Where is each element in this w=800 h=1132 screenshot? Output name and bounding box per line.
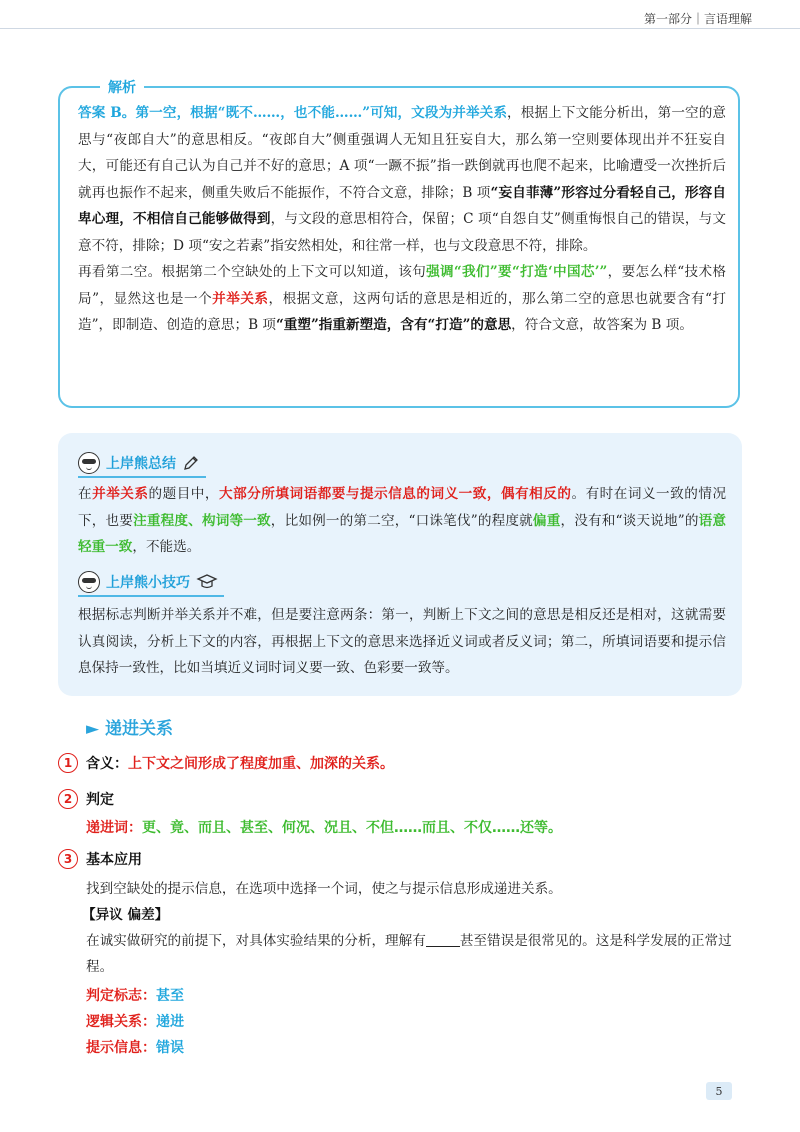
text-segment: 注重程度、构词等一致	[133, 512, 271, 529]
application-text: 找到空缺处的提示信息，在选项中选择一个词，使之与提示信息形成递进关系。	[86, 881, 562, 897]
text-segment: ，与文段的意思相符合，保留；C 项“自怨自艾”侧重悔恨自己的错误，与文意不符，排除；D 项“安之若素”指安然相处，和往常一样，也与文段意思不符，排除。	[78, 211, 727, 254]
bear-mascot-icon	[78, 452, 100, 474]
header-divider	[0, 28, 800, 29]
summary-title: 上岸熊总结	[106, 456, 176, 472]
item-progressive-words	[86, 817, 562, 837]
text-segment: 再看第二空。根据第二个空缺处的上下文可以知道，该句	[78, 264, 427, 280]
example-options: 【异议 偏差】	[82, 907, 169, 923]
marker-line: 判定标志：甚至	[86, 988, 184, 1004]
item-meaning	[86, 753, 394, 773]
text-segment: ，符合文意，故答案为 B 项。	[511, 317, 693, 333]
text-segment: 大部分所填词语都要与提示信息的词义一致，偶有相反的	[219, 486, 572, 502]
analysis-tag: 解析	[100, 77, 144, 97]
item-meaning-text: 上下文之间形成了程度加重、加深的关系。	[128, 756, 394, 772]
text-segment: 语意轻重一致	[78, 512, 727, 555]
text-segment: 强调“我们”要“打造‘中国芯’”	[426, 264, 608, 280]
text-segment: 。有时在词义一致的情况下，也要	[78, 486, 727, 529]
blank	[426, 932, 460, 947]
item-application-label: 基本应用	[86, 852, 142, 868]
number-circle-2: 2	[58, 789, 78, 809]
tips-badge	[78, 569, 224, 597]
item-judge-label: 判定	[86, 792, 114, 808]
text-segment: 偏重	[532, 512, 561, 529]
summary-text	[78, 481, 726, 561]
text-segment: 并举关系	[212, 290, 269, 307]
graduation-cap-icon	[196, 573, 218, 591]
summary-badge	[78, 450, 206, 478]
text-segment: ，比如例一的第二空，“口诛笔伐”的程度就	[270, 512, 533, 529]
page-number: 5	[706, 1082, 732, 1100]
summary-paragraph	[78, 481, 726, 561]
text-segment: 并举关系	[92, 486, 149, 502]
text-segment: ，要怎么样“技术格局”，显然这也是一个	[78, 264, 726, 307]
text-segment: ，不能选。	[132, 539, 201, 555]
example-sentence: 在诚实做研究的前提下，对具体实验结果的分析，理解有 甚至错误是很常见的。这是科学发展的正常过程。	[86, 933, 732, 975]
analysis-paragraph-1	[78, 100, 726, 259]
text-segment: 在	[78, 486, 93, 502]
tips-title: 上岸熊小技巧	[106, 575, 190, 591]
pencil-icon	[182, 454, 200, 472]
text-segment: ，根据文意，这两句话的意思是相近的，那么第二空的意思也就要含有“打造”，即制造、创造的意思；B 项	[78, 290, 727, 333]
tips-paragraph: 根据标志判断并举关系并不难，但是要注意两条：第一，判断上下文之间的意思是相反还是相对，这就需要认真阅读，分析上下文的内容，再根据上下文的意思来选择近义词或者反义词；第二，所填词语要和提示信息保持一致性，比如当填近义词时词义要一致、色彩要一致等。	[78, 607, 726, 676]
text-segment: “重塑”指重新塑造，含有“打造”的意思	[275, 317, 512, 333]
progressive-words-label: 递进词：	[86, 820, 142, 836]
number-circle-1: 1	[58, 753, 78, 773]
analysis-paragraph-2	[78, 259, 726, 339]
logic-line: 逻辑关系：递进	[86, 1014, 184, 1030]
number-circle-3: 3	[58, 849, 78, 869]
progressive-words-list: 更、竟、而且、甚至、何况、况且、不但……而且、不仅……还等。	[142, 820, 562, 836]
text-segment: ，根据上下文能分析出，第一空的意思与“夜郎自大”的意思相反。“夜郎自大”侧重强调人无知且狂妄自大，那么第一空则要体现出并不狂妄自大，可能还有自己认为自己并不好的意思；A 项“一蹶不振”指一跌倒就再也爬不起来，比喻遭受一次挫折后就再也振作不起来，侧重失败后不能振作，不符合文意，排除；B 项	[78, 105, 727, 201]
text-segment: “妄自菲薄”形容过分看轻自己，形容自卑心理，不相信自己能够做得到	[78, 184, 727, 227]
hint-line: 提示信息：错误	[86, 1040, 184, 1056]
analysis-text	[78, 100, 726, 339]
section-title: ► 递进关系	[86, 719, 173, 739]
bear-mascot-icon	[78, 571, 100, 593]
item-meaning-label: 含义：	[86, 756, 128, 772]
running-header: 第一部分｜言语理解	[643, 12, 752, 26]
tips-text	[78, 602, 726, 682]
text-segment: 的题目中，	[148, 486, 220, 502]
text-segment: 答案 B。第一空，根据“既不……，也不能……”可知，文段为并举关系	[78, 105, 508, 121]
text-segment: ，没有和“谈天说地”的	[560, 512, 699, 529]
